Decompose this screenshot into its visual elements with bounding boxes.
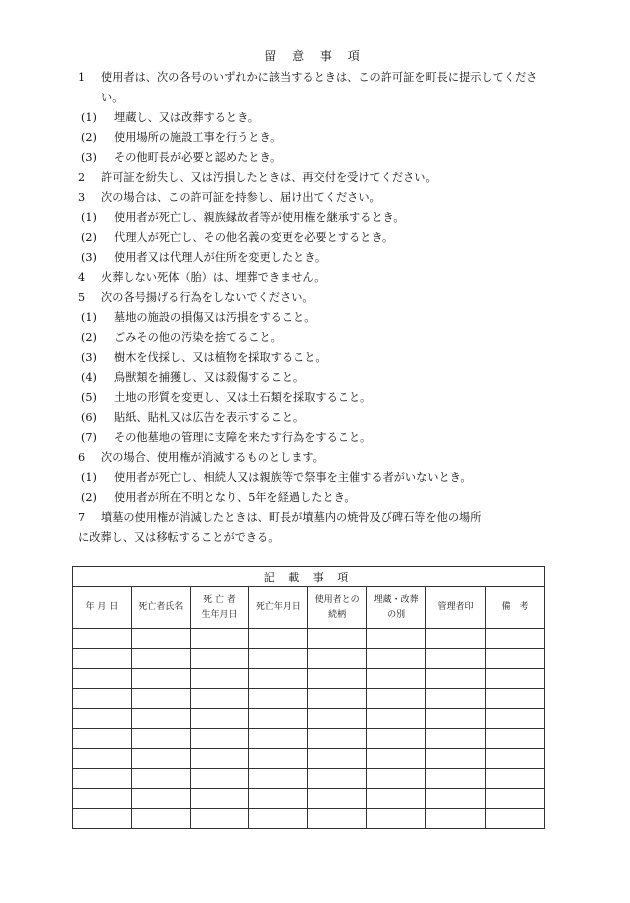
note-subitem	[78, 308, 558, 328]
record-cell[interactable]	[308, 749, 367, 769]
record-cell[interactable]	[485, 709, 544, 729]
note-subitem-text: 使用者が死亡し、親族縁故者等が使用権を継承するとき。	[114, 211, 405, 224]
note-item-number: 4	[78, 271, 86, 284]
record-table	[72, 566, 545, 829]
note-item-text: 許可証を紛失し、又は汚損したときは、再交付を受けてください。	[101, 171, 437, 184]
record-cell[interactable]	[426, 749, 486, 769]
note-subitem-number: (1)	[81, 211, 97, 224]
table-row	[73, 649, 545, 669]
record-cell[interactable]	[426, 629, 486, 649]
note-subitem-number: (2)	[81, 231, 97, 244]
table-row	[73, 629, 545, 649]
note-item-number: 2	[78, 171, 86, 184]
record-cell[interactable]	[249, 809, 308, 829]
note-subitem-text: 代理人が死亡し、その他名義の変更を必要とするとき。	[114, 231, 394, 244]
note-subitem	[78, 408, 558, 428]
note-subitem-text: 使用者が所在不明となり、5年を経過したとき。	[114, 491, 356, 504]
note-subitem-text: 使用場所の施設工事を行うとき。	[114, 131, 282, 144]
note-subitem-number: (2)	[81, 131, 97, 144]
note-subitem	[78, 108, 558, 128]
record-cell[interactable]	[485, 809, 544, 829]
record-cell[interactable]	[249, 709, 308, 729]
note-subitem-number: (2)	[81, 331, 97, 344]
record-cell[interactable]	[485, 769, 544, 789]
table-row	[73, 749, 545, 769]
record-cell[interactable]	[485, 789, 544, 809]
record-cell[interactable]	[131, 649, 190, 669]
note-item	[78, 288, 558, 308]
note-item-text: 墳墓の使用権が消滅したときは、町長が墳墓内の焼骨及び碑石等を他の場所	[101, 511, 482, 524]
record-cell[interactable]	[367, 629, 426, 649]
record-cell[interactable]	[426, 789, 486, 809]
note-item-text: 火葬しない死体（胎）は、埋葬できません。	[101, 271, 326, 284]
note-subitem-text: 土地の形質を変更し、又は土石類を採取すること。	[114, 391, 372, 404]
record-cell[interactable]	[308, 689, 367, 709]
note-subitem-text: 埋蔵し、又は改葬するとき。	[114, 111, 259, 124]
record-table-title: 記 載 事 項	[73, 567, 545, 587]
record-cell[interactable]	[308, 769, 367, 789]
column-header-line: 埋蔵・改葬	[373, 594, 419, 605]
record-cell[interactable]	[426, 729, 486, 749]
record-cell[interactable]	[249, 769, 308, 789]
record-cell[interactable]	[131, 749, 190, 769]
record-cell[interactable]	[73, 709, 132, 729]
record-column-header	[190, 587, 249, 629]
note-subitem-text: その他墓地の管理に支障を来たす行為をすること。	[114, 431, 372, 444]
record-cell[interactable]	[131, 689, 190, 709]
record-cell[interactable]	[426, 669, 486, 689]
note-subitem-number: (4)	[81, 371, 97, 384]
note-subitem-text: 墓地の施設の損傷又は汚損をすること。	[114, 311, 316, 324]
record-cell[interactable]	[131, 769, 190, 789]
column-header-line: 死亡者氏名	[138, 602, 184, 612]
record-header-row	[73, 587, 545, 629]
note-subitem-text: 樹木を伐採し、又は植物を採取すること。	[114, 351, 327, 364]
record-cell[interactable]	[190, 769, 249, 789]
record-cell[interactable]	[426, 649, 486, 669]
table-row	[73, 689, 545, 709]
record-cell[interactable]	[131, 809, 190, 829]
record-cell[interactable]	[249, 649, 308, 669]
note-item-number: 5	[78, 291, 86, 304]
note-subitem	[78, 368, 558, 388]
note-subitem	[78, 488, 558, 508]
note-item-continuation: に改葬し、又は移転することができる。	[78, 531, 280, 544]
column-header-line: 続柄	[328, 609, 347, 620]
record-cell[interactable]	[190, 709, 249, 729]
note-item-text: 使用者は、次の各号のいずれかに該当するときは、この許可証を町長に提示してください。	[101, 71, 538, 104]
record-cell[interactable]	[308, 809, 367, 829]
note-subitem-text: 使用者又は代理人が住所を変更したとき。	[114, 251, 327, 264]
record-cell[interactable]	[190, 749, 249, 769]
record-column-header	[367, 587, 426, 629]
record-cell[interactable]	[73, 809, 132, 829]
table-row	[73, 809, 545, 829]
record-cell[interactable]	[367, 729, 426, 749]
table-row	[73, 769, 545, 789]
note-item	[78, 508, 558, 528]
record-column-header	[485, 587, 544, 629]
column-header-line: 死亡年月日	[255, 602, 301, 612]
record-cell[interactable]	[426, 709, 486, 729]
note-subitem	[78, 328, 558, 348]
note-subitem	[78, 468, 558, 488]
record-cell[interactable]	[190, 649, 249, 669]
record-cell[interactable]	[73, 769, 132, 789]
note-subitem-text: その他町長が必要と認めたとき。	[114, 151, 282, 164]
column-header-line: 使用者との	[314, 594, 360, 605]
record-cell[interactable]	[308, 649, 367, 669]
record-cell[interactable]	[426, 809, 486, 829]
record-column-header	[308, 587, 367, 629]
note-subitem-number: (5)	[81, 391, 97, 404]
record-cell[interactable]	[190, 809, 249, 829]
note-subitem	[78, 428, 558, 448]
record-cell[interactable]	[249, 669, 308, 689]
notes-title: 留 意 事 項	[264, 49, 366, 63]
table-row	[73, 709, 545, 729]
note-item	[78, 168, 558, 188]
record-cell[interactable]	[131, 789, 190, 809]
record-cell[interactable]	[485, 689, 544, 709]
note-subitem-text: 貼紙、貼札又は広告を表示すること。	[114, 411, 305, 424]
note-subitem	[78, 348, 558, 368]
table-row	[73, 669, 545, 689]
note-subitem-number: (1)	[81, 111, 97, 124]
note-subitem-number: (1)	[81, 311, 97, 324]
record-cell[interactable]	[426, 769, 486, 789]
record-cell[interactable]	[73, 649, 132, 669]
note-item-number: 7	[78, 511, 86, 524]
record-cell[interactable]	[131, 709, 190, 729]
record-cell[interactable]	[308, 669, 367, 689]
note-item-text: 次の場合は、この許可証を持参し、届け出てください。	[101, 191, 381, 204]
record-cell[interactable]	[367, 689, 426, 709]
record-cell[interactable]	[131, 669, 190, 689]
column-header-line: の別	[387, 609, 406, 620]
record-cell[interactable]	[485, 669, 544, 689]
note-subitem-text: ごみその他の汚染を捨てること。	[114, 331, 282, 344]
column-header-line: 年 月 日	[85, 602, 119, 612]
note-item-number: 1	[78, 71, 86, 84]
record-column-header	[73, 587, 132, 629]
record-cell[interactable]	[485, 629, 544, 649]
record-cell[interactable]	[249, 729, 308, 749]
record-cell[interactable]	[190, 729, 249, 749]
note-item	[78, 188, 558, 208]
note-item	[78, 448, 558, 468]
note-subitem	[78, 228, 558, 248]
record-column-header	[249, 587, 308, 629]
record-cell[interactable]	[308, 789, 367, 809]
note-item-text: 次の各号揚げる行為をしないでください。	[101, 291, 314, 304]
record-cell[interactable]	[367, 709, 426, 729]
record-cell[interactable]	[190, 629, 249, 649]
note-subitem-text: 使用者が死亡し、相続人又は親族等で祭事を主催する者がいないとき。	[114, 471, 472, 484]
record-cell[interactable]	[73, 789, 132, 809]
record-cell[interactable]	[73, 629, 132, 649]
note-subitem-number: (3)	[81, 151, 97, 164]
record-cell[interactable]	[131, 629, 190, 649]
record-cell[interactable]	[249, 689, 308, 709]
record-cell[interactable]	[249, 749, 308, 769]
note-subitem-number: (3)	[81, 351, 97, 364]
record-cell[interactable]	[367, 789, 426, 809]
record-cell[interactable]	[190, 689, 249, 709]
table-row	[73, 729, 545, 749]
record-cell[interactable]	[190, 669, 249, 689]
note-subitem	[78, 128, 558, 148]
note-item-number: 3	[78, 191, 86, 204]
record-cell[interactable]	[485, 729, 544, 749]
record-cell[interactable]	[308, 709, 367, 729]
notes-list	[78, 68, 558, 548]
note-item	[78, 268, 558, 288]
column-header-line: 備 考	[501, 602, 529, 612]
note-item-text: 次の場合、使用権が消滅するものとします。	[101, 451, 324, 464]
record-cell[interactable]	[367, 649, 426, 669]
record-cell[interactable]	[73, 729, 132, 749]
note-subitem-text: 鳥獣類を捕獲し、又は殺傷すること。	[114, 371, 305, 384]
note-item	[78, 68, 558, 108]
record-column-header	[426, 587, 486, 629]
record-cell[interactable]	[308, 629, 367, 649]
note-subitem-number: (3)	[81, 251, 97, 264]
record-cell[interactable]	[485, 649, 544, 669]
record-cell[interactable]	[367, 669, 426, 689]
note-item-number: 6	[78, 451, 86, 464]
note-subitem-number: (6)	[81, 411, 97, 424]
record-cell[interactable]	[131, 729, 190, 749]
note-subitem-number: (7)	[81, 431, 97, 444]
record-column-header	[131, 587, 190, 629]
record-cell[interactable]	[367, 749, 426, 769]
record-cell[interactable]	[308, 729, 367, 749]
record-cell[interactable]	[73, 749, 132, 769]
record-cell[interactable]	[249, 629, 308, 649]
record-cell[interactable]	[249, 789, 308, 809]
record-cell[interactable]	[485, 749, 544, 769]
record-cell[interactable]	[190, 789, 249, 809]
record-cell[interactable]	[426, 689, 486, 709]
column-header-line: 管理者印	[437, 602, 474, 612]
record-cell[interactable]	[367, 809, 426, 829]
record-cell[interactable]	[367, 769, 426, 789]
note-subitem	[78, 248, 558, 268]
column-header-line: 生年月日	[201, 609, 238, 620]
note-subitem-number: (1)	[81, 471, 97, 484]
note-subitem-number: (2)	[81, 491, 97, 504]
column-header-line: 死 亡 者	[203, 594, 236, 605]
record-cell[interactable]	[73, 689, 132, 709]
note-subitem	[78, 208, 558, 228]
record-cell[interactable]	[73, 669, 132, 689]
table-row	[73, 789, 545, 809]
note-subitem	[78, 148, 558, 168]
note-subitem	[78, 388, 558, 408]
